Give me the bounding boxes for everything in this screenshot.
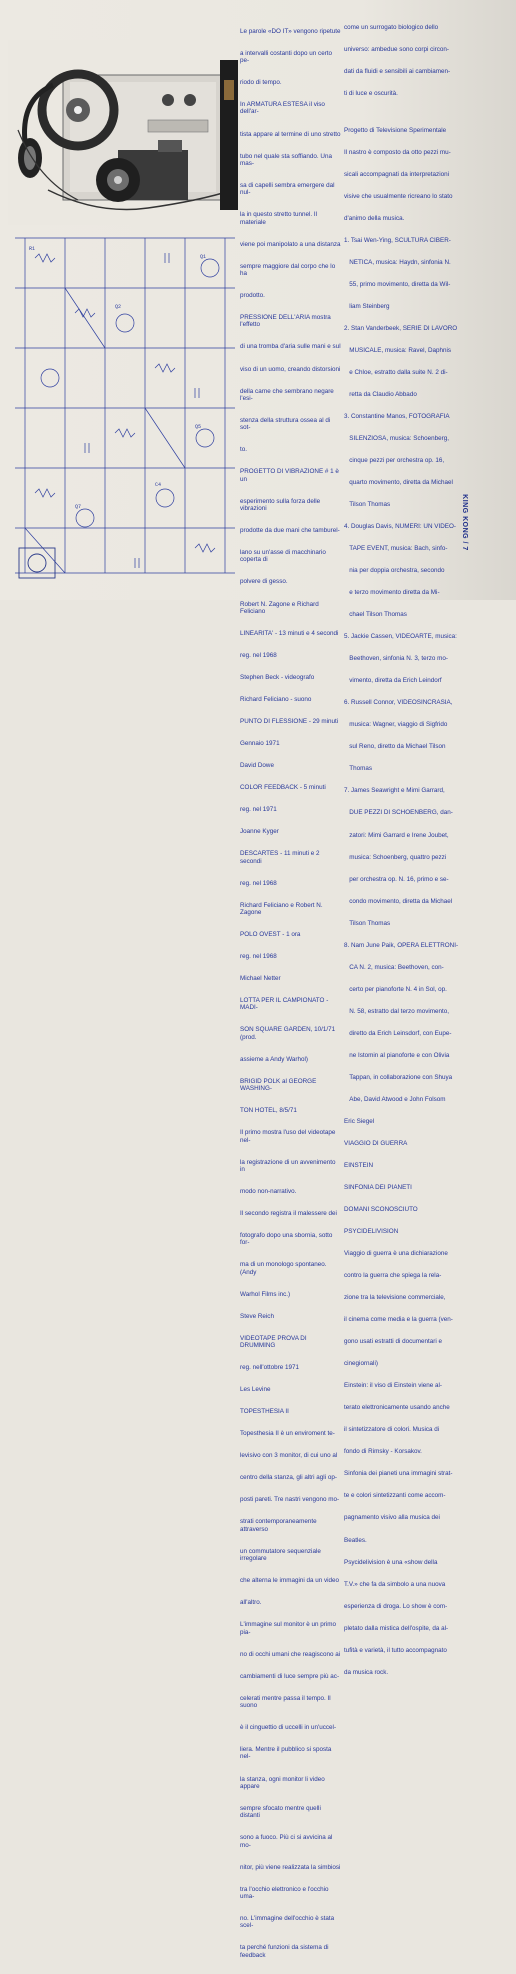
text-line: NETICA, musica: Haydn, sinfonia N. — [344, 258, 451, 266]
text-line: posti pareti. Tre nastri vengono mo- — [240, 1496, 340, 1504]
text-line: Tappan, in collaborazione con Shuya — [344, 1073, 453, 1081]
text-line: TON HOTEL, 8/5/71 — [240, 1107, 297, 1115]
text-line: Progetto di Televisione Sperimentale — [344, 126, 447, 134]
text-line: retta da Claudio Abbado — [344, 390, 417, 398]
tv-equipment-photo — [8, 40, 238, 225]
text-line: Il nastro è composto da otto pezzi mu- — [344, 148, 451, 156]
text-line: liera. Mentre il pubblico si sposta nel- — [240, 1746, 334, 1761]
text-line: zatori: Mimi Garrard e Irene Joubet, — [344, 831, 449, 839]
text-line: sono a fuoco. Più ci si avvicina al mo- — [240, 1834, 335, 1849]
text-line: reg. nel 1968 — [240, 953, 277, 960]
text-line: Le parole «DO IT» vengono ripetute — [240, 27, 341, 35]
text-line: universo: ambedue sono corpi circon- — [344, 45, 450, 53]
text-line: che alterna le immagini da un video — [240, 1577, 340, 1585]
page-folio — [460, 455, 508, 595]
svg-text:Q7: Q7 — [75, 504, 82, 510]
text-line: levisivo con 3 monitor, di cui uno al — [240, 1452, 338, 1460]
text-line: tubo nel quale sta soffiando. Una mas- — [240, 152, 334, 167]
text-line: 6. Russell Connor, VIDEOSINCRASIA, — [344, 699, 453, 707]
text-line: strati contemporaneamente attraverso — [240, 1518, 319, 1533]
text-line: reg. nel 1968 — [240, 651, 277, 659]
text-line: Richard Feliciano e Robert N. Zagone — [240, 901, 325, 916]
text-line: per orchestra op. N. 16, primo e se- — [344, 875, 449, 883]
text-line: ti di luce e oscurità. — [344, 89, 398, 97]
text-line: riodo di tempo. — [240, 79, 282, 87]
text-line: VIDEOTAPE PROVA DI DRUMMING — [240, 1334, 309, 1350]
svg-text:Q1: Q1 — [200, 254, 207, 260]
text-line: diretto da Erich Leinsdorf, con Eupe- — [344, 1029, 452, 1037]
text-line: TAPE EVENT, musica: Bach, sinfo- — [344, 545, 448, 553]
text-line: BRIGID POLK al GEORGE WASHING- — [240, 1077, 319, 1093]
text-line: 4. Douglas Davis, NUMERI: UN VIDEO- — [344, 523, 456, 531]
text-line: condo movimento, diretta da Michael — [344, 897, 453, 905]
text-line: 55, primo movimento, diretta da Wil- — [344, 280, 451, 288]
text-line: no. L'immagine dell'occhio è stata scel- — [240, 1915, 336, 1930]
text-line: tufità e varietà, il tutto accompagnato — [344, 1646, 447, 1654]
text-line: SINFONIA DEI PIANETI — [344, 1184, 412, 1191]
text-line: quarto movimento, diretta da Michael — [344, 479, 453, 486]
text-line: 7. James Seawright e Mimi Garrard, — [344, 787, 445, 795]
text-line: pletato dalla mistica dell'ospite, da al- — [344, 1624, 449, 1632]
text-line: Topesthesia II è un enviroment te- — [240, 1430, 335, 1438]
text-line: tra l'occhio elettronico e l'occhio uma- — [240, 1885, 331, 1900]
text-line: Thomas — [344, 765, 372, 773]
text-line: Viaggio di guerra è una dichiarazione — [344, 1250, 448, 1258]
text-line: reg. nel 1968 — [240, 879, 277, 887]
text-line: PROGETTO DI VIBRAZIONE # 1 è un — [240, 468, 341, 483]
schematic-drawing — [5, 228, 249, 588]
text-line: Einstein: il viso di Einstein viene al- — [344, 1382, 442, 1390]
text-line: visive che usualmente ricreano lo stato — [344, 192, 453, 200]
equipment-illustration — [8, 40, 238, 225]
text-line: contro la guerra che spiega la rela- — [344, 1272, 442, 1280]
text-line: liam Steinberg — [344, 302, 390, 310]
text-line: musica: Wagner, viaggio di Sigfrido — [344, 721, 448, 729]
text-line: Michael Netter — [240, 975, 281, 983]
text-line: certo per pianoforte N. 4 in Sol, op. — [344, 985, 447, 993]
text-line: SON SQUARE GARDEN, 10/1/71 (prod. — [240, 1026, 337, 1041]
text-line: modo non-narrativo. — [240, 1188, 297, 1195]
text-line: N. 58, estratto dal terzo movimento, — [344, 1007, 449, 1015]
text-line: 1. Tsai Wen-Ying, SCULTURA CIBER- — [344, 236, 451, 244]
text-line: sicali accompagnati da interpretazioni — [344, 170, 450, 178]
text-line: David Dowe — [240, 762, 274, 770]
article-column-right — [344, 9, 484, 1691]
text-line: prodotte da due mani che tamburel- — [240, 527, 340, 535]
text-line: ta perché funzioni da sistema di feedback — [240, 1944, 331, 1959]
svg-text:C4: C4 — [155, 482, 162, 488]
text-line: 3. Constantine Manos, FOTOGRAFIA — [344, 412, 450, 420]
text-line: VIAGGIO DI GUERRA — [344, 1139, 408, 1147]
text-line: ne Istomin al pianoforte e con Olivia — [344, 1051, 450, 1059]
text-line: il sintetizzatore di colori. Musica di — [344, 1426, 440, 1434]
text-line: zione tra la televisione commerciale, — [344, 1294, 446, 1302]
text-line: 5. Jackie Cassen, VIDEOARTE, musica: — [344, 633, 457, 641]
text-line: è il cinguettio di uccelli in un'uccel- — [240, 1724, 337, 1732]
text-line: da musica rock. — [344, 1668, 389, 1676]
text-line: Il secondo registra il malessere dei — [240, 1210, 337, 1218]
text-line: TOPESTHESIA II — [240, 1408, 289, 1416]
text-line: esperienza di droga. Lo show è com- — [344, 1602, 448, 1610]
text-line: Stephen Beck - videografo — [240, 673, 315, 681]
text-line: L'immagine sul monitor è un primo pia- — [240, 1621, 338, 1636]
text-line: celerati mentre passa il tempo. Il suono — [240, 1694, 333, 1710]
text-line: Abe, David Atwood e John Folsom — [344, 1095, 446, 1103]
text-line: della carne che sembrano negare l'esi- — [240, 387, 336, 402]
folio-label: KING KONG / 7 — [460, 494, 468, 551]
text-line: all'altro. — [240, 1599, 262, 1607]
text-line: reg. nell'ottobre 1971 — [240, 1364, 299, 1372]
text-line: EINSTEIN — [344, 1161, 374, 1169]
text-line: no di occhi umani che reagiscono ai — [240, 1650, 341, 1658]
text-line: PRESSIONE DELL'ARIA mostra l'effetto — [240, 314, 333, 329]
text-line: Joanne Kyger — [240, 828, 279, 836]
text-line: musica: Schoenberg, quattro pezzi — [344, 853, 447, 861]
text-line: 8. Nam June Paik, OPERA ELETTRONI- — [344, 941, 459, 949]
text-line: Warhol Films inc.) — [240, 1290, 291, 1298]
text-line: DESCARTES - 11 minuti e 2 secondi — [240, 850, 322, 865]
text-line: Tilson Thomas — [344, 501, 391, 509]
text-line: gono usati estratti di documentari e — [344, 1338, 443, 1346]
article-column-left — [240, 13, 342, 1974]
text-line: In ARMATURA ESTESA il viso dell'ar- — [240, 101, 327, 116]
text-line: T.V.» che fa da simbolo a una nuova — [344, 1580, 446, 1588]
text-line: nia per doppia orchestra, secondo — [344, 567, 445, 575]
text-line: prodotto. — [240, 292, 265, 300]
text-line: SILENZIOSA, musica: Schoenberg, — [344, 434, 449, 442]
text-line: assieme a Andy Warhol) — [240, 1055, 309, 1063]
text-line: la registrazione di un avvenimento in — [240, 1158, 338, 1173]
text-line: nitor, più viene realizzata la simbiosi — [240, 1863, 341, 1871]
text-line: cinegiornali) — [344, 1360, 378, 1368]
text-line: DOMANI SCONOSCIUTO — [344, 1206, 418, 1214]
text-line: sempre maggiore dal corpo che lo ha — [240, 262, 337, 278]
text-line: tista appare al termine di uno stretto — [240, 130, 341, 138]
text-line: Richard Feliciano - suono — [240, 695, 312, 703]
circuit-schematic — [5, 228, 249, 588]
text-line: Les Levine — [240, 1386, 271, 1394]
text-line: sa di capelli sembra emergere dal nul- — [240, 181, 337, 197]
text-line: vimento, diretta da Erich Leindorf — [344, 677, 442, 685]
text-line: d'animo della musica. — [344, 214, 405, 222]
text-line: Gennaio 1971 — [240, 740, 280, 748]
text-line: esperimento sulla forza delle vibrazioni — [240, 497, 322, 513]
text-line: Tilson Thomas — [344, 919, 391, 927]
text-line: fotografo dopo una sbornia, sotto for- — [240, 1232, 335, 1247]
svg-text:Q2: Q2 — [115, 304, 122, 310]
text-line: Beethoven, sinfonia N. 3, terzo mo- — [344, 655, 448, 663]
text-line: Beatles. — [344, 1536, 367, 1544]
text-line: Sinfonia dei pianeti una immagini strat- — [344, 1470, 453, 1478]
text-line: MUSICALE, musica: Ravel, Daphnis — [344, 346, 452, 354]
text-line: COLOR FEEDBACK - 5 minuti — [240, 784, 326, 792]
text-line: cambiamenti di luce sempre più ac- — [240, 1672, 340, 1680]
text-line: DUE PEZZI DI SCHOENBERG, dan- — [344, 809, 453, 817]
text-line: dati da fluidi e sensibili ai cambiamen- — [344, 67, 451, 75]
text-line: e Chloe, estratto dalla suite N. 2 di- — [344, 368, 448, 376]
text-line: la stanza, ogni monitor li video appare — [240, 1775, 327, 1790]
text-line: cinque pezzi per orchestra op. 16, — [344, 456, 445, 464]
text-line: sempre sfocato mentre quelli distanti — [240, 1804, 323, 1820]
text-line: Psycidelivision è una «show della — [344, 1558, 438, 1566]
text-line: viene poi manipolato a una distanza — [240, 240, 341, 248]
text-line: 2. Stan Vanderbeek, SERIE DI LAVORO — [344, 324, 458, 332]
text-line: PUNTO DI FLESSIONE - 29 minuti — [240, 718, 339, 725]
text-line: come un surrogato biologico dello — [344, 23, 439, 31]
text-line: Eric Siegel — [344, 1117, 375, 1125]
text-line: CA N. 2, musica: Beethoven, con- — [344, 963, 444, 971]
text-line: il cinema come media e la guerra (ven- — [344, 1316, 453, 1324]
text-line: viso di un uomo, creando distorsioni — [240, 365, 341, 373]
text-line: stenza della struttura ossea al di sot- — [240, 416, 333, 432]
text-line: fondo di Rimsky - Korsakov. — [344, 1448, 422, 1456]
text-line: reg. nel 1971 — [240, 806, 277, 814]
text-line: polvere di gesso. — [240, 578, 288, 586]
text-line: chael Tilson Thomas — [344, 611, 407, 619]
text-line: di una tromba d'aria sulle mani e sul — [240, 343, 341, 351]
text-line: pagnamento visivo alla musica dei — [344, 1514, 440, 1522]
text-line: lano su un'asse di macchinario coperta di — [240, 549, 328, 564]
text-line: to. — [240, 446, 248, 454]
svg-text:R1: R1 — [29, 246, 36, 252]
text-line: Robert N. Zagone e Richard Feliciano — [240, 600, 321, 615]
text-line: POLO OVEST - 1 ora — [240, 930, 301, 938]
text-line: e terzo movimento diretta da Mi- — [344, 589, 440, 597]
text-line: PSYCIDELIVISION — [344, 1228, 399, 1236]
text-line: te e colori sintetizzanti come accom- — [344, 1492, 446, 1500]
text-line: Il primo mostra l'uso del videotape nel- — [240, 1129, 338, 1144]
text-line: Steve Reich — [240, 1312, 274, 1320]
text-line: centro della stanza, gli altri agli op- — [240, 1474, 337, 1482]
text-line: LINEARITA' - 13 minuti e 4 secondi — [240, 629, 339, 637]
svg-text:Q5: Q5 — [195, 424, 202, 430]
text-line: ma di un monologo spontaneo. (Andy — [240, 1261, 329, 1276]
text-line: la in questo stretto tunnel. Il materiale — [240, 211, 319, 226]
text-line: un commutatore sequenziale irregolare — [240, 1547, 323, 1563]
text-line: LOTTA PER IL CAMPIONATO - MADI- — [240, 997, 331, 1012]
text-line: sul Reno, diretto da Michael Tilson — [344, 743, 446, 751]
text-line: a intervalli costanti dopo un certo pe- — [240, 49, 334, 65]
text-line: terato elettronicamente usando anche — [344, 1404, 450, 1412]
